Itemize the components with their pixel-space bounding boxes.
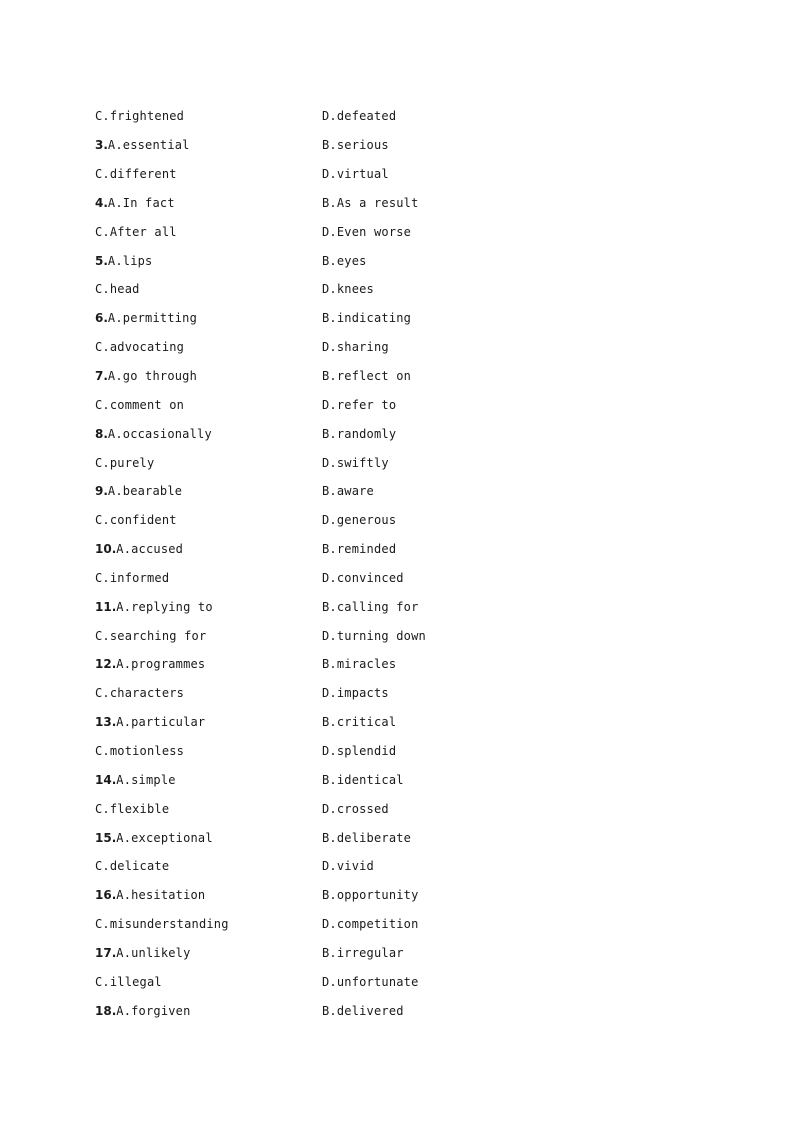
option-text: A.programmes <box>116 657 206 672</box>
option-text: C.confident <box>95 513 177 528</box>
option-row <box>95 275 695 304</box>
option-text: A.unlikely <box>116 945 191 960</box>
option-row <box>95 765 695 794</box>
option-row <box>95 881 695 910</box>
option-row <box>95 362 695 391</box>
question-number: 4. <box>95 195 108 210</box>
question-number: 11. <box>95 599 117 614</box>
option-text: C.different <box>95 167 177 182</box>
left-option <box>95 398 322 412</box>
left-option <box>95 686 322 700</box>
option-row <box>95 679 695 708</box>
left-option <box>95 600 322 614</box>
option-text: D.splendid <box>322 743 397 758</box>
option-row <box>95 217 695 246</box>
option-row <box>95 938 695 967</box>
option-text: A.particular <box>116 715 206 730</box>
option-text: D.virtual <box>322 167 389 182</box>
question-number: 16. <box>95 888 117 903</box>
right-option <box>322 571 622 585</box>
option-text: C.searching for <box>95 628 207 643</box>
option-text: B.critical <box>322 715 397 730</box>
option-row <box>95 189 695 218</box>
right-option <box>322 888 622 902</box>
left-option <box>95 629 322 643</box>
question-number: 3. <box>95 138 108 153</box>
option-text: C.After all <box>95 224 177 239</box>
option-row <box>95 506 695 535</box>
option-text: B.reminded <box>322 542 397 557</box>
question-number: 18. <box>95 1003 117 1018</box>
right-option <box>322 629 622 643</box>
right-option <box>322 427 622 441</box>
left-option <box>95 773 322 787</box>
left-option <box>95 917 322 931</box>
option-text: A.forgiven <box>116 1003 191 1018</box>
option-text: D.generous <box>322 513 397 528</box>
option-row <box>95 448 695 477</box>
option-text: B.opportunity <box>322 888 419 903</box>
question-number: 5. <box>95 253 108 268</box>
left-option <box>95 484 322 498</box>
left-option <box>95 311 322 325</box>
option-row <box>95 996 695 1025</box>
option-text: D.sharing <box>322 340 389 355</box>
option-text: C.frightened <box>95 109 185 124</box>
option-text: D.convinced <box>322 570 404 585</box>
option-text: B.deliberate <box>322 830 412 845</box>
option-text: C.informed <box>95 570 170 585</box>
option-text: C.purely <box>95 455 155 470</box>
right-option <box>322 657 622 671</box>
option-text: B.delivered <box>322 1003 404 1018</box>
left-option <box>95 744 322 758</box>
option-row <box>95 910 695 939</box>
question-number: 12. <box>95 657 117 672</box>
option-text: D.turning down <box>322 628 426 643</box>
option-text: C.characters <box>95 686 185 701</box>
question-number: 15. <box>95 830 117 845</box>
option-text: A.go through <box>107 369 198 384</box>
right-option <box>322 802 622 816</box>
left-option <box>95 369 322 383</box>
question-number: 7. <box>95 369 108 384</box>
option-text: C.flexible <box>95 801 170 816</box>
option-text: A.simple <box>116 772 176 787</box>
left-option <box>95 1004 322 1018</box>
option-text: B.miracles <box>322 657 397 672</box>
option-text: D.knees <box>322 282 374 297</box>
option-text: B.calling for <box>322 599 419 614</box>
question-number: 10. <box>95 542 117 557</box>
option-row <box>95 131 695 160</box>
left-option <box>95 225 322 239</box>
option-text: A.permitting <box>107 311 198 326</box>
option-text: B.reflect on <box>322 369 412 384</box>
left-option <box>95 196 322 210</box>
right-option <box>322 282 622 296</box>
left-option <box>95 254 322 268</box>
left-option <box>95 715 322 729</box>
option-text: C.illegal <box>95 974 162 989</box>
right-option <box>322 484 622 498</box>
option-text: A.In fact <box>107 195 175 210</box>
option-text: D.Even worse <box>322 224 412 239</box>
right-option <box>322 917 622 931</box>
right-option <box>322 773 622 787</box>
right-option <box>322 138 622 152</box>
option-row <box>95 592 695 621</box>
right-option <box>322 167 622 181</box>
question-number: 14. <box>95 772 117 787</box>
left-option <box>95 831 322 845</box>
left-option <box>95 282 322 296</box>
option-row <box>95 967 695 996</box>
right-option <box>322 946 622 960</box>
option-text: D.defeated <box>322 109 397 124</box>
option-row <box>95 160 695 189</box>
right-option <box>322 1004 622 1018</box>
left-option <box>95 542 322 556</box>
option-text: C.head <box>95 282 140 297</box>
left-option <box>95 657 322 671</box>
option-text: A.hesitation <box>116 888 206 903</box>
left-option <box>95 427 322 441</box>
option-row <box>95 102 695 131</box>
option-text: D.refer to <box>322 397 397 412</box>
option-text: A.replying to <box>116 599 213 614</box>
right-option <box>322 831 622 845</box>
option-text: B.indicating <box>322 311 412 326</box>
option-row <box>95 304 695 333</box>
left-option <box>95 571 322 585</box>
right-option <box>322 859 622 873</box>
option-row <box>95 477 695 506</box>
left-option <box>95 888 322 902</box>
right-option <box>322 225 622 239</box>
question-number: 6. <box>95 311 108 326</box>
option-text: B.serious <box>322 138 389 153</box>
left-option <box>95 975 322 989</box>
right-option <box>322 340 622 354</box>
right-option <box>322 686 622 700</box>
left-option <box>95 859 322 873</box>
option-text: A.accused <box>116 542 184 557</box>
question-number: 13. <box>95 715 117 730</box>
question-number: 8. <box>95 426 108 441</box>
option-text: B.irregular <box>322 945 404 960</box>
option-text: C.delicate <box>95 859 170 874</box>
option-text: B.randomly <box>322 426 397 441</box>
option-text: B.identical <box>322 772 404 787</box>
right-option <box>322 254 622 268</box>
left-option <box>95 946 322 960</box>
right-option <box>322 369 622 383</box>
option-text: A.bearable <box>107 484 183 499</box>
option-text: D.unfortunate <box>322 974 419 989</box>
answer-options-list <box>95 102 695 1025</box>
option-text: D.vivid <box>322 859 374 874</box>
option-text: A.lips <box>107 253 153 268</box>
left-option <box>95 456 322 470</box>
option-row <box>95 737 695 766</box>
right-option <box>322 398 622 412</box>
option-text: B.As a result <box>322 195 419 210</box>
option-text: D.swiftly <box>322 455 389 470</box>
option-row <box>95 246 695 275</box>
option-text: C.misunderstanding <box>95 917 229 932</box>
option-row <box>95 333 695 362</box>
option-row <box>95 621 695 650</box>
option-row <box>95 535 695 564</box>
option-row <box>95 852 695 881</box>
option-text: D.competition <box>322 917 419 932</box>
left-option <box>95 138 322 152</box>
option-text: C.motionless <box>95 743 185 758</box>
option-text: A.exceptional <box>116 830 213 845</box>
option-text: A.essential <box>107 138 190 153</box>
option-text: B.eyes <box>322 253 367 268</box>
left-option <box>95 340 322 354</box>
option-row <box>95 564 695 593</box>
right-option <box>322 109 622 123</box>
option-text: C.advocating <box>95 340 185 355</box>
option-text: D.impacts <box>322 686 389 701</box>
right-option <box>322 311 622 325</box>
right-option <box>322 715 622 729</box>
option-row <box>95 650 695 679</box>
right-option <box>322 542 622 556</box>
option-text: B.aware <box>322 484 374 499</box>
left-option <box>95 802 322 816</box>
option-row <box>95 823 695 852</box>
right-option <box>322 513 622 527</box>
left-option <box>95 167 322 181</box>
right-option <box>322 196 622 210</box>
right-option <box>322 975 622 989</box>
left-option <box>95 513 322 527</box>
right-option <box>322 744 622 758</box>
right-option <box>322 456 622 470</box>
option-row <box>95 794 695 823</box>
option-row <box>95 708 695 737</box>
option-row <box>95 390 695 419</box>
question-number: 9. <box>95 484 108 499</box>
option-text: D.crossed <box>322 801 389 816</box>
right-option <box>322 600 622 614</box>
left-option <box>95 109 322 123</box>
option-row <box>95 419 695 448</box>
option-text: C.comment on <box>95 397 185 412</box>
option-text: A.occasionally <box>107 426 212 441</box>
question-number: 17. <box>95 945 117 960</box>
